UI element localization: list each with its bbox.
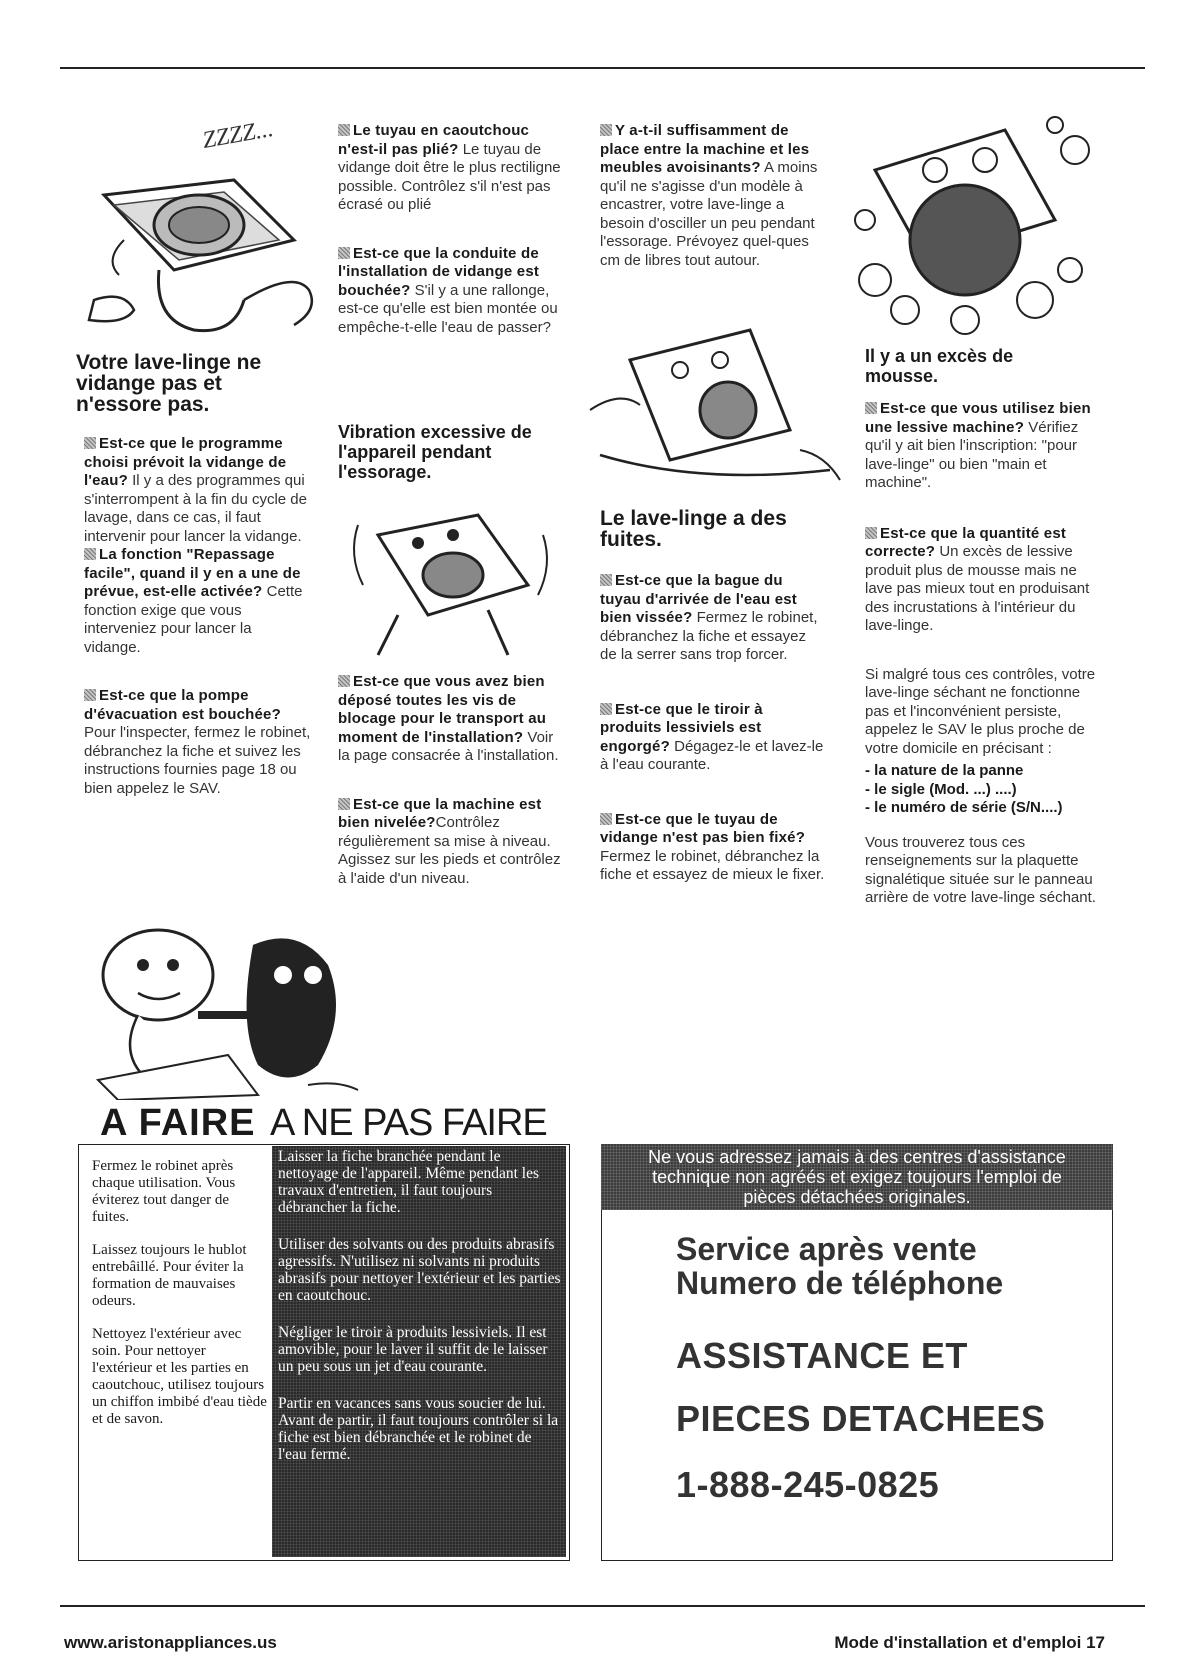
bullet-square-icon [865, 402, 877, 414]
column-2 [338, 122, 566, 351]
column-4 [865, 400, 1107, 922]
sav-list [865, 762, 1107, 818]
item-question: Est-ce que la bague du tuyau d'arrivée de l'eau est bien vissée? [600, 572, 797, 626]
checklist-item [338, 245, 566, 338]
checklist-item [338, 122, 566, 215]
heading-line: l'appareil pendant [338, 442, 492, 462]
do-item: Nettoyez l'extérieur avec soin. Pour nettoyer l'extérieur et les parties en caoutchouc, utilisez toujours un chiffon imbibé d'eau tiède et de savon. [92, 1326, 267, 1427]
service-warning-banner [601, 1144, 1113, 1210]
assistance-line: ASSISTANCE ET [676, 1335, 968, 1376]
bullet-square-icon [338, 247, 350, 259]
do-item: Fermez le robinet après chaque utilisation. Vous éviterez tout danger de fuites. [92, 1158, 236, 1225]
heading-line: fuites. [600, 528, 662, 551]
arm-wrestling-illustration [78, 905, 378, 1100]
bullet-square-icon [338, 124, 350, 136]
item-question: Est-ce que le programme choisi prévoit la vidange de l'eau? [84, 435, 287, 489]
foam-heading [865, 346, 1095, 386]
item-answer: Cette fonction exige que vous interveniez pour lancer la vidange. [84, 583, 303, 656]
checklist-item [84, 435, 312, 546]
item-answer: Contrôlez régulièrement sa mise à niveau. Agissez sur les pieds et contrôlez à l'aide d'un niveau. [338, 814, 561, 887]
dont-item: Négliger le tiroir à produits lessiviels. Il est amovible, pour le laver il suffit de le laisser un peu sous un jet d'eau courante. [278, 1324, 548, 1375]
item-answer: A moins qu'il ne s'agisse d'un modèle à encastrer, votre lave-linge a besoin d'osciller un peu pendant l'essorage. Prévoyez quel-ques cm de libres tout autour. [600, 159, 818, 269]
checklist-item [600, 701, 825, 775]
service-title-line: Numero de téléphone [676, 1265, 1004, 1301]
footer-url: www.aristonappliances.us [64, 1633, 277, 1652]
banner-line: technique non agréés et exigez toujours l'emploi de [652, 1167, 1062, 1187]
bullet-square-icon [600, 124, 612, 136]
column-3-bottom [600, 572, 825, 899]
service-title [676, 1232, 1003, 1300]
checklist-item [865, 400, 1107, 493]
phone-number: 1-888-245-0825 [676, 1464, 940, 1505]
dont-item: Laisser la fiche branchée pendant le nettoyage de l'appareil. Même pendant les travaux d'entretien, il faut toujours débrancher la fiche. [278, 1148, 540, 1216]
bullet-square-icon [865, 527, 877, 539]
item-question: Est-ce que la conduite de l'installation de vidange est bouchée? [338, 244, 540, 299]
bullet-square-icon [338, 798, 350, 810]
item-answer: Fermez le robinet, débranchez la fiche et essayez de la serrer sans trop forcer. [600, 609, 818, 663]
heading-line: Vibration excessive de [338, 422, 532, 442]
nameplate-paragraph-text: Vous trouverez tous ces renseignements sur la plaquette signalétique située sur le panneau arrière de votre lave-linge séchant. [865, 833, 1096, 906]
checklist-item [338, 673, 566, 766]
item-question: Est-ce que le tuyau de vidange n'est pas bien fixé? [600, 810, 806, 846]
item-question: Est-ce que la machine est bien nivelée? [338, 795, 542, 831]
banner-line: pièces détachées originales. [743, 1187, 971, 1207]
item-question: Est-ce que vous avez bien déposé toutes les vis de blocage pour le transport au moment de l'installation? [338, 673, 547, 746]
sleeping-washer-illustration [64, 100, 329, 350]
item-question: Est-ce que la pompe d'évacuation est bouchée? [84, 687, 281, 723]
bullet-square-icon [600, 813, 612, 825]
item-question: Est-ce que la quantité est correcte? [865, 524, 1067, 560]
nameplate-paragraph [865, 834, 1107, 908]
heading-line: Le lave-linge a des [600, 507, 787, 530]
bullet-square-icon [84, 548, 96, 560]
item-answer: Il y a des programmes qui s'interrompent à la fin du cycle de lavage, dans ce cas, il faut intervenir pour lancer la vidange. [84, 472, 307, 545]
bullet-square-icon [600, 574, 612, 586]
checklist-item [600, 572, 825, 665]
checklist-item [84, 546, 312, 657]
zzz-text: ZZZZ... [200, 115, 276, 154]
sav-list-item: - la nature de la panne [865, 762, 1024, 779]
item-question: Est-ce que vous utilisez bien une lessive machine? [865, 400, 1091, 436]
checklist-item [338, 796, 566, 889]
item-answer: Pour l'inspecter, fermez le robinet, débranchez la fiche et suivez les instructions fournies page 18 ou bien appelez le SAV. [84, 724, 311, 797]
dont-text [278, 1148, 562, 1483]
heading-line: l'essorage. [338, 462, 432, 482]
heading-line: Votre lave-linge ne [76, 351, 262, 374]
item-answer: Le tuyau de vidange doit être le plus rectiligne possible. Contrôlez s'il n'est pas écrasé ou plié [338, 140, 561, 213]
sav-paragraph-text: Si malgré tous ces contrôles, votre lave-linge séchant ne fonctionne pas et l'inconvénient persiste, appelez le SAV le plus proche de votre domicile en précisant : [865, 665, 1096, 757]
heading-line: n'essore pas. [76, 393, 210, 416]
dont-title: A NE PAS FAIRE [270, 1102, 547, 1144]
item-answer: S'il y a une rallonge, est-ce qu'elle est bien montée ou empêche-t-elle l'eau de passer? [338, 281, 558, 336]
checklist-item [600, 811, 825, 885]
checklist-item [600, 122, 825, 270]
top-rule [60, 67, 1145, 69]
heading-line: Il y a un excès de [865, 346, 1014, 366]
vibration-heading [338, 422, 568, 482]
item-answer: Voir la page consacrée à l'installation. [338, 728, 559, 764]
item-question: Est-ce que le tiroir à produits lessiviels est engorgé? [600, 700, 763, 755]
item-answer: Dégagez-le et lavez-le à l'eau courante. [600, 737, 824, 773]
item-question: Y a-t-il suffisamment de place entre la machine et les meubles avoisinants? [600, 122, 810, 176]
do-column [92, 1158, 267, 1444]
leak-heading [600, 508, 830, 550]
column-1 [84, 435, 312, 812]
heading-line: mousse. [865, 366, 939, 386]
column-2-bottom [338, 673, 566, 902]
sav-list-item: - le numéro de série (S/N....) [865, 799, 1063, 816]
dont-item: Partir en vacances sans vous soucier de lui. Avant de partir, il faut toujours contrôler si la fiche est bien débranchée et le robinet de l'eau fermé. [278, 1395, 559, 1463]
dont-item: Utiliser des solvants ou des produits abrasifs agressifs. N'utilisez ni solvants ni produits abrasifs pour nettoyer l'extérieur et les parties en caoutchouc. [278, 1236, 561, 1304]
footer-page: Mode d'installation et d'emploi 17 [834, 1633, 1105, 1652]
checklist-item [84, 687, 312, 798]
do-title: A FAIRE [100, 1102, 256, 1144]
shaking-washer-illustration [338, 495, 563, 665]
heading-line: vidange pas et [76, 372, 222, 395]
item-answer: Fermez le robinet, débranchez la fiche et essayez de mieux le fixer. [600, 847, 825, 883]
bullet-square-icon [338, 675, 350, 687]
item-answer: Vérifiez qu'il y ait bien l'inscription: "pour lave-linge" ou bien "main et machine". [865, 418, 1079, 491]
bullet-square-icon [84, 689, 96, 701]
banner-line: Ne vous adressez jamais à des centres d'assistance [648, 1147, 1066, 1167]
foaming-washer-illustration [845, 110, 1105, 340]
item-question: Le tuyau en caoutchouc n'est-il pas plié? [338, 122, 530, 158]
washer-with-tongue-illustration [580, 310, 850, 500]
service-title-line: Service après vente [676, 1231, 977, 1267]
drain-heading [76, 352, 306, 415]
bullet-square-icon [84, 437, 96, 449]
bottom-rule [60, 1605, 1145, 1607]
bullet-square-icon [600, 703, 612, 715]
item-answer: Un excès de lessive produit plus de mousse mais ne lave pas mieux tout en produisant des incrustations à l'intérieur du lave-linge. [865, 543, 1090, 634]
item-question: La fonction "Repassage facile", quand il y en a une de prévue, est-elle activée? [84, 546, 301, 600]
dont-column [272, 1146, 566, 1557]
sav-list-item: - le sigle (Mod. ...) ....) [865, 780, 1017, 798]
do-item: Laissez toujours le hublot entrebâillé. Pour éviter la formation de mauvaises odeurs. [92, 1242, 247, 1309]
column-3 [600, 122, 825, 284]
sav-paragraph [865, 666, 1107, 759]
parts-line: PIECES DETACHEES [676, 1398, 1046, 1439]
checklist-item [865, 525, 1107, 636]
